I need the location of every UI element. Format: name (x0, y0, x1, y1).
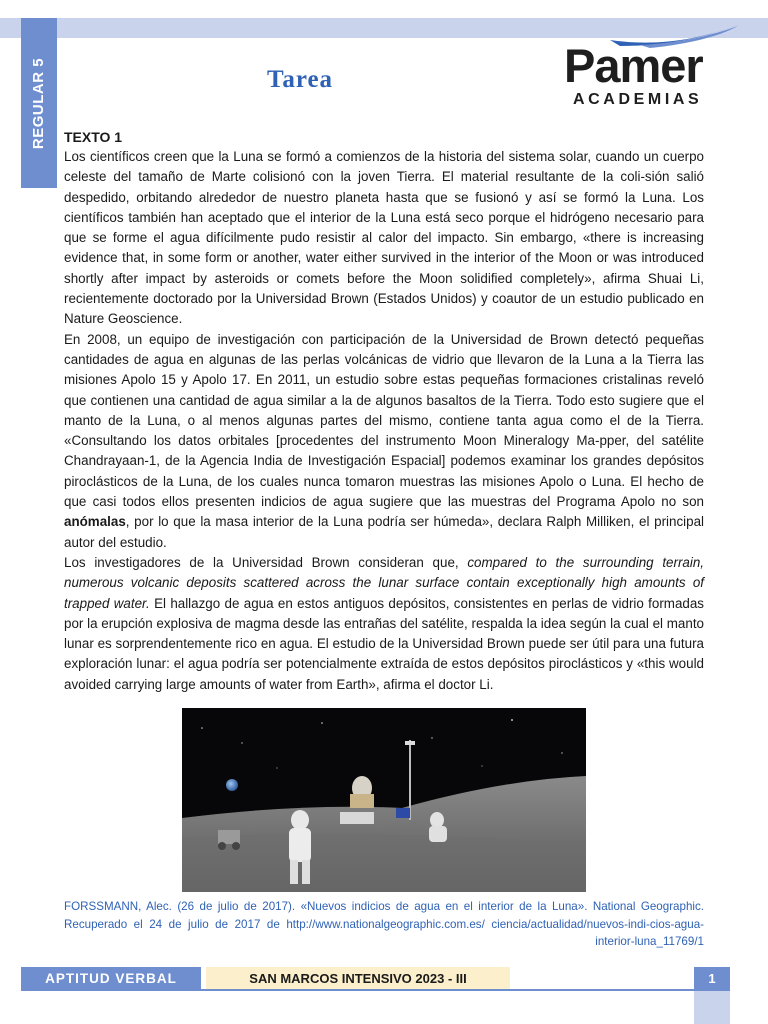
bold-word: anómalas (64, 514, 126, 530)
paragraph-2 (64, 330, 704, 553)
footer-tail (694, 991, 730, 1024)
text-heading: TEXTO 1 (64, 129, 123, 145)
paragraph-2-rest: , por lo que la masa interior de la Luna podría ser húmeda», declara Ralph Milliken, el principal autor del estudio. (64, 514, 704, 550)
paragraph-3 (64, 553, 704, 695)
page-title: Tarea (266, 66, 334, 93)
paragraph-3-text: Los investigadores de la Universidad Brown consideran que, (64, 554, 468, 570)
lunar-scene-image (182, 708, 586, 892)
paragraph-3-rest: El hallazgo de agua en estos antiguos depósitos, consistentes en perlas de vidrio formadas por la erupción explosiva de magma desde las entrañas del satélite, respalda la idea según la cual el manto lunar es sorprendentemente rico en agua. El estudio de la Universidad Brown puede ser útil para una futura exploración lunar: el agua podría ser potencialmente extraída de estos depósitos piroclásticos y «this would avoided carrying large amounts of water from Earth», afirma el doctor Li. (64, 595, 705, 692)
footer-course: APTITUD VERBAL (21, 967, 201, 989)
side-tab (21, 18, 57, 188)
logo-subtitle: ACADEMIAS (573, 91, 703, 108)
source-citation: FORSSMANN, Alec. (26 de julio de 2017). «Nuevos indicios de agua en el interior de la Luna». National Geographic. Recuperado el 24 de julio de 2017 de http://www.nationalgeographic.com.es/ ciencia/actualidad/nuevos-indi-cios-agua-interior-luna_11769/1 (64, 900, 704, 948)
paragraph-1: Los científicos creen que la Luna se formó a comienzos de la historia del sistema solar, cuando un cuerpo celeste del tamaño de Marte colisionó con la joven Tierra. El material resultante de la coli-sión salió despedido, orbitando alrededor de nuestro planeta hasta que se fusionó y así se formó la Luna. Los científicos también han aceptado que el interior de la Luna está seco porque el hidrógeno necesario para que se forme el agua difícilmente pudo resistir al calor del impacto. Sin embargo, «there is increasing evidence that, in some form or another, water either survived in the interior of the Moon or was introduced shortly after impact by asteroids or comets before the Moon solidified completely», afirma Shuai Li, recientemente doctorado por la Universidad Brown (Estados Unidos) y coautor de un estudio publicado en Nature Geoscience. (64, 149, 704, 327)
page-number: 1 (694, 967, 730, 989)
logo-name: Pamer (564, 39, 703, 92)
footer-program: SAN MARCOS INTENSIVO 2023 - III (206, 967, 510, 989)
pamer-logo (560, 24, 736, 114)
paragraph-2-text: En 2008, un equipo de investigación con participación de la Universidad de Brown detectó pequeñas cantidades de agua en algunas de las perlas volcánicas de vidrio que llevaron de la Luna a la Tierra las misiones Apolo 15 y Apolo 17. En 2011, un estudio sobre estas pequeñas formaciones cristalinas reveló que contienen una cantidad de agua similar a la de algunos basaltos de la Tierra. Todo esto sugiere que el manto de la Luna, o al menos algunas partes del mismo, contiene tanta agua como el de la Tierra. «Consultando los datos orbitales [procedentes del instrumento Moon Mineralogy Ma-pper, del satélite Chandrayaan-1, de la Agencia India de Investigación Espacial] podemos examinar los grandes depósitos piroclásticos de la Luna, de los cuales nunca tomaron muestras las misiones Apolo o Luna. El hecho de que casi todos ellos presenten indicios de agua sugiere que las muestras del Programa Apolo no son (64, 331, 704, 510)
reading-text (64, 127, 704, 695)
italic-phrase: compared to the surrounding terrain, numerous volcanic deposits scattered across the lunar surface contain exceptionally high amounts of trapped water. (64, 554, 704, 611)
footer-rule (21, 989, 730, 991)
side-tab-label: REGULAR 5 (30, 57, 48, 149)
lunar-base-photo (182, 708, 586, 892)
